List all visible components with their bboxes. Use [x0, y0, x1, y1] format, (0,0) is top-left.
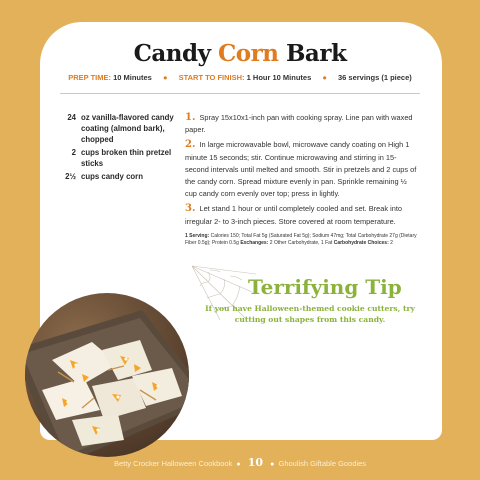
- direction-step: [185, 203, 417, 227]
- directions: [185, 112, 417, 247]
- direction-step: [185, 139, 417, 200]
- title-part-2: Bark: [278, 40, 347, 67]
- title-accent: Corn: [217, 40, 279, 67]
- bullet-icon: ●: [270, 461, 275, 468]
- ingredient-qty: 2: [71, 148, 76, 157]
- ingredient-qty: 24: [67, 113, 76, 122]
- chapter-title: Ghoulish Giftable Goodies: [278, 459, 367, 468]
- serving-label: 1 Serving:: [185, 232, 210, 239]
- bullet-icon: ●: [236, 461, 241, 468]
- finish-time-value: 1 Hour 10 Minutes: [246, 73, 312, 82]
- step-number: 2.: [185, 139, 196, 151]
- direction-step: [185, 112, 417, 136]
- step-number: 3.: [185, 203, 196, 215]
- ingredients-list: [50, 112, 175, 184]
- ingredient-item: [50, 147, 175, 169]
- step-text: In large microwavable bowl, microwave candy coating on High 1 minute 15 seconds; stir. Continue microwaving and stirring in 15-second intervals until melted and smooth. Stir in pretzels and 2 cups of the candy corn. Spread mixture evenly in pan. Sprinkle remaining ½ cup candy corn evenly over top; press in lightly.: [185, 140, 417, 199]
- page-number: 10: [247, 456, 264, 469]
- page-footer: [0, 456, 480, 469]
- ingredient-item: [50, 112, 175, 145]
- tip-body: If you have Halloween-themed cookie cutters, try cutting out shapes from this candy.: [205, 304, 415, 324]
- step-number: 1.: [185, 112, 196, 123]
- serving-text: Calories 150; Total Fat 5g (Saturated Fat 5g); Sodium 47mg; Total Carbohydrate 27g (Dietary Fiber 0.5g); Protein 0.5g: [185, 232, 417, 246]
- nutrition-info: [185, 233, 417, 247]
- ingredient-text: oz vanilla-flavored candy coating (almond bark), chopped: [81, 113, 174, 144]
- bullet-icon: ●: [162, 73, 168, 82]
- ingredient-qty: 2½: [65, 172, 76, 181]
- ingredient-text: cups candy corn: [81, 172, 143, 181]
- candy-bark-photo: [22, 290, 212, 460]
- exchanges-text: 2 Other Carbohydrate, 1 Fat: [269, 239, 333, 246]
- choices-label: Carbohydrate Choices:: [333, 239, 389, 246]
- servings: 36 servings (1 piece): [337, 73, 412, 82]
- exchanges-label: Exchanges:: [240, 239, 269, 246]
- prep-time-label: PREP TIME:: [68, 73, 111, 82]
- prep-time-value: 10 Minutes: [113, 73, 152, 82]
- divider: [60, 93, 420, 94]
- title-part-1: Candy: [133, 40, 218, 67]
- recipe-meta: [0, 73, 480, 82]
- ingredient-text: cups broken thin pretzel sticks: [81, 148, 172, 168]
- book-title: Betty Crocker Halloween Cookbook: [113, 459, 233, 468]
- recipe-title: [0, 40, 480, 67]
- ingredient-item: [50, 171, 175, 182]
- step-text: Let stand 1 hour or until completely cooled and set. Break into irregular 2- to 3-inch pieces. Store covered at room temperature.: [185, 204, 402, 226]
- bullet-icon: ●: [322, 73, 327, 82]
- tip-title: Terrifying Tip: [248, 275, 402, 299]
- step-text: Spray 15x10x1-inch pan with cooking spray. Line pan with waxed paper.: [185, 113, 413, 135]
- choices-text: 2: [390, 239, 393, 246]
- finish-time-label: START TO FINISH:: [178, 73, 245, 82]
